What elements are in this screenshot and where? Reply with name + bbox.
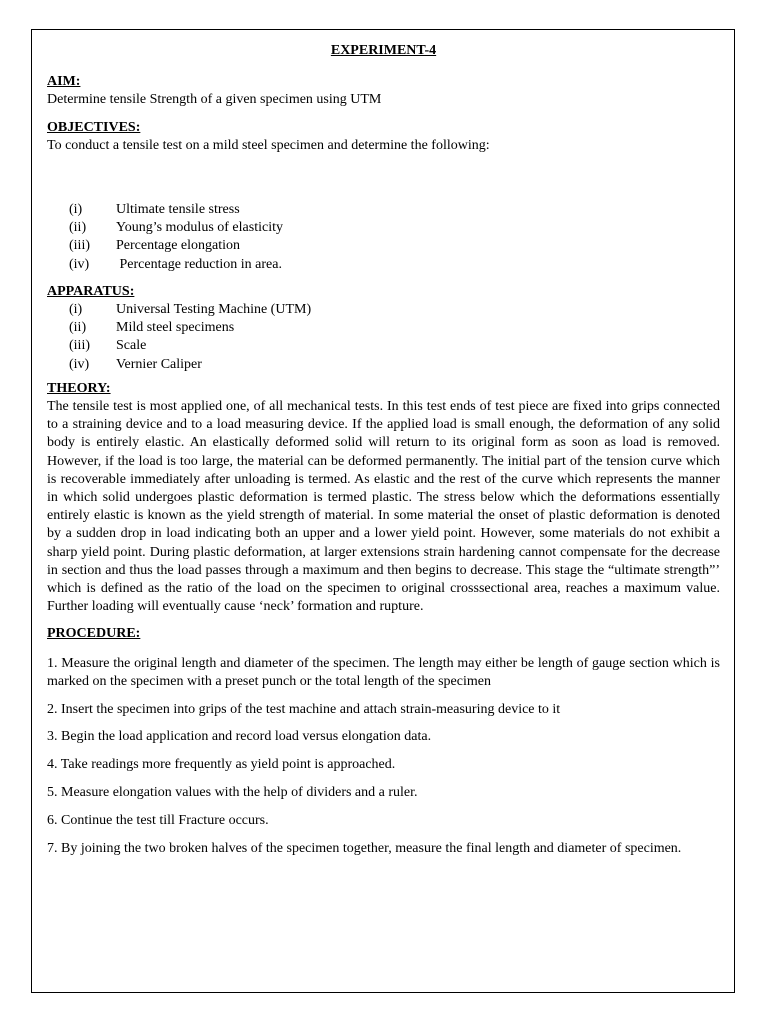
list-item-text: Young’s modulus of elasticity [116,220,283,236]
list-item [47,256,720,274]
theory-text: The tensile test is most applied one, of all mechanical tests. In this test ends of test piece are fixed into grips connected to a straining device and to a load measuring device. If the applied load is small enough, the deformation of any solid body is entirely elastic. An elastically deformed solid will return to its original form as soon as load is removed. However, if the load is too large, the material can be deformed permanently. The initial part of the tension curve which is recoverable immediately after unloading is termed. As elastic and the rest of the curve which represents the manner in which solid undergoes plastic deformation is termed plastic. The stress below which the deformations essentially entirely elastic is known as the yield strength of material. In some material the onset of plastic deformation is denoted by a sudden drop in load indicating both an upper and a lower yield point. However, some materials do not exhibit a sharp yield point. During plastic deformation, at larger extensions strain hardening cannot compensate for the decrease in section and thus the load passes through a maximum and then begins to decrease. This stage the “ultimate strength”’ which is defined as the ratio of the load on the specimen to original crosssectional area, reaches a maximum value. Further loading will eventually cause ‘neck’ formation and rupture. [47,399,720,615]
list-item-number: (ii) [69,320,87,336]
procedure-step: 5. Measure elongation values with the help of dividers and a ruler. [47,785,418,801]
aim-text: Determine tensile Strength of a given specimen using UTM [47,92,382,108]
list-item-text: Scale [116,338,147,354]
list-item-number: (i) [69,302,83,318]
document-body [47,42,720,867]
aim-heading: AIM: [47,74,81,90]
list-item-text: Percentage reduction in area. [116,256,282,272]
list-item-text: Vernier Caliper [116,356,202,372]
list-item [47,319,720,337]
objectives-heading: OBJECTIVES: [47,119,141,135]
list-item-text: Percentage elongation [116,238,241,254]
list-item-text: Mild steel specimens [116,320,235,336]
procedure-heading: PROCEDURE: [47,626,141,642]
list-item-number: (iv) [69,256,90,272]
list-item-number: (iii) [69,238,90,254]
procedure-step: 7. By joining the two broken halves of the specimen together, measure the final length and diameter of specimen. [47,840,682,856]
list-item-text: Universal Testing Machine (UTM) [116,302,312,318]
procedure-step: 3. Begin the load application and record load versus elongation data. [47,729,432,745]
list-item [47,301,720,319]
apparatus-list [47,301,720,374]
list-item [47,219,720,237]
page-title: EXPERIMENT-4 [330,43,437,58]
list-item-text: Ultimate tensile stress [116,202,240,218]
objectives-intro: To conduct a tensile test on a mild steel specimen and determine the following: [47,137,490,153]
procedure-step: 4. Take readings more frequently as yield point is approached. [47,757,396,773]
procedure-step: 2. Insert the specimen into grips of the test machine and attach strain-measuring device to it [47,701,561,717]
list-item-number: (iv) [69,356,90,372]
theory-heading: THEORY: [47,380,111,396]
procedure-step: 1. Measure the original length and diameter of the specimen. The length may either be length of gauge section which is marked on the specimen with a preset punch or the total length of the specimen [47,655,720,689]
objectives-list [47,201,720,274]
apparatus-heading: APPARATUS: [47,283,135,299]
list-item [47,237,720,255]
procedure-steps [47,655,720,858]
list-item-number: (ii) [69,220,87,236]
list-item-number: (iii) [69,338,90,354]
list-item [47,356,720,374]
list-item [47,337,720,355]
list-item-number: (i) [69,202,83,218]
list-item [47,201,720,219]
procedure-step: 6. Continue the test till Fracture occurs. [47,812,269,828]
